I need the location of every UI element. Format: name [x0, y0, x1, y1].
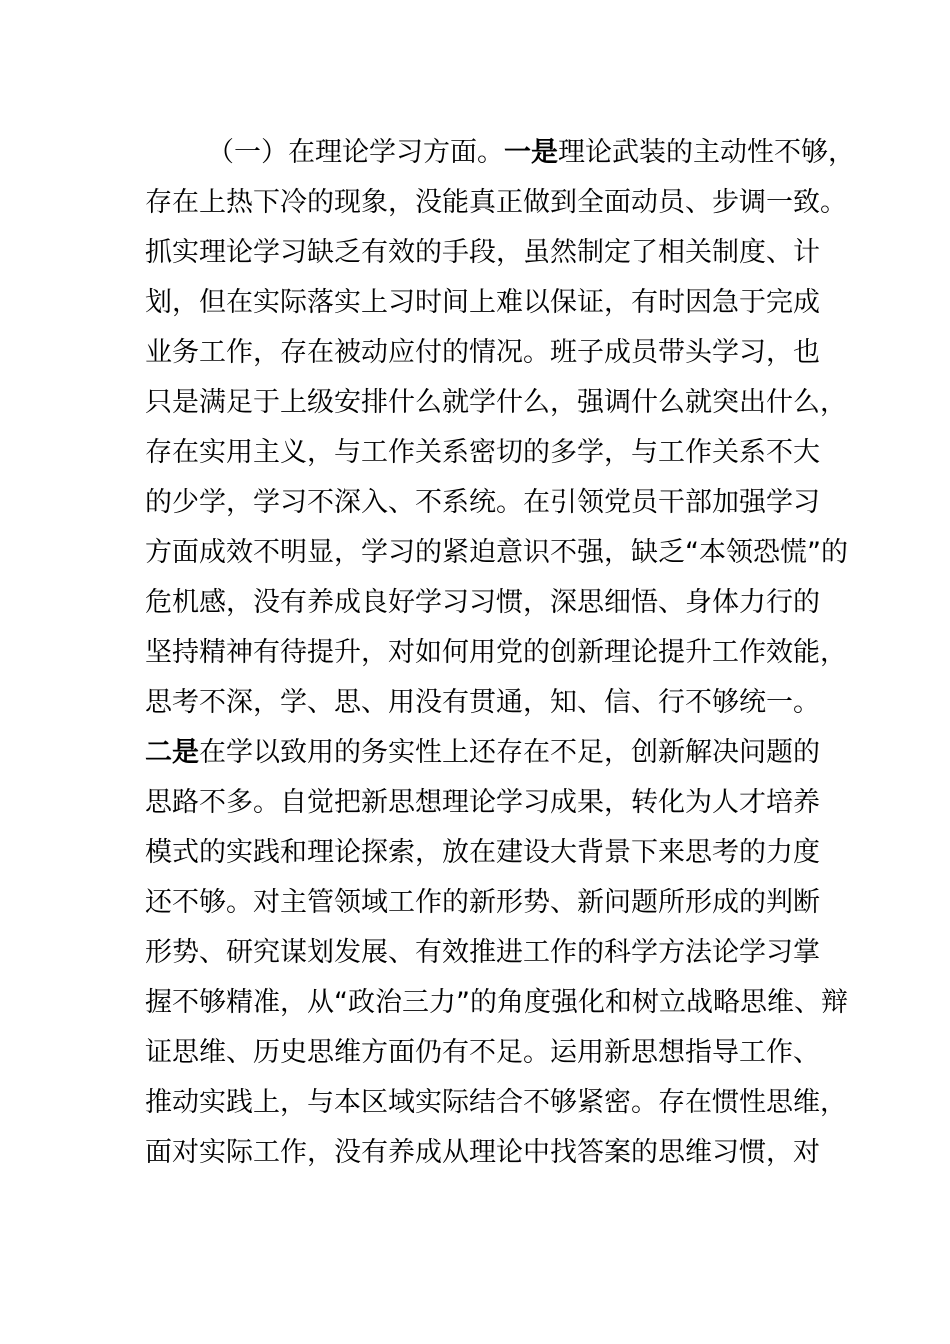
- text-segment: 抓实理论学习缺乏有效的手段，虽然制定了相关制度、计: [145, 237, 820, 268]
- text-line: [145, 878, 820, 928]
- text-line: [145, 178, 847, 228]
- text-segment: 推动实践上，与本区域实际结合不够紧密。存在惯性思维，: [145, 1087, 847, 1118]
- bold-lead-label: 一是: [504, 137, 558, 168]
- text-line: [145, 478, 820, 528]
- text-line: [145, 578, 820, 628]
- text-segment: 形势、研究谋划发展、有效推进工作的科学方法论学习掌: [145, 937, 820, 968]
- text-segment: 思路不多。自觉把新思想理论学习成果，转化为人才培养: [145, 787, 820, 818]
- text-segment: 证思维、历史思维方面仍有不足。运用新思想指导工作、: [145, 1037, 820, 1068]
- text-segment: 握不够精准，从“政治三力”的角度强化和树立战略思维、辩: [145, 987, 848, 1018]
- text-line: [145, 128, 855, 178]
- body-paragraph: [145, 128, 855, 1178]
- text-line: [145, 728, 820, 778]
- text-line: [145, 278, 820, 328]
- text-line: [145, 778, 820, 828]
- text-segment: 划，但在实际落实上习时间上难以保证，有时因急于完成: [145, 287, 820, 318]
- text-segment: 的少学，学习不深入、不系统。在引领党员干部加强学习: [145, 487, 820, 518]
- text-line: [145, 978, 848, 1028]
- text-segment: 思考不深，学、思、用没有贯通，知、信、行不够统一。: [145, 687, 820, 718]
- text-line: [145, 628, 847, 678]
- text-segment: （一）在理论学习方面。: [207, 137, 504, 168]
- text-segment: 在学以致用的务实性上还存在不足，创新解决问题的: [199, 737, 820, 768]
- text-segment: 面对实际工作，没有养成从理论中找答案的思维习惯，对: [145, 1137, 820, 1168]
- text-line: [145, 928, 820, 978]
- text-line: [145, 1078, 847, 1128]
- text-line: [145, 228, 820, 278]
- text-segment: 模式的实践和理论探索，放在建设大背景下来思考的力度: [145, 837, 820, 868]
- text-segment: 坚持精神有待提升，对如何用党的创新理论提升工作效能，: [145, 637, 847, 668]
- text-segment: 存在实用主义，与工作关系密切的多学，与工作关系不大: [145, 437, 820, 468]
- text-segment: 只是满足于上级安排什么就学什么，强调什么就突出什么，: [145, 387, 847, 418]
- text-line: [145, 1128, 820, 1178]
- text-segment: 危机感，没有养成良好学习习惯，深思细悟、身体力行的: [145, 587, 820, 618]
- text-line: [145, 528, 848, 578]
- text-line: [145, 328, 820, 378]
- text-line: [145, 828, 820, 878]
- text-segment: 存在上热下冷的现象，没能真正做到全面动员、步调一致。: [145, 187, 847, 218]
- bold-lead-label: 二是: [145, 737, 199, 768]
- text-line: [145, 378, 847, 428]
- text-segment: 业务工作，存在被动应付的情况。班子成员带头学习，也: [145, 337, 820, 368]
- text-line: [145, 678, 820, 728]
- text-segment: 方面成效不明显，学习的紧迫意识不强，缺乏“本领恐慌”的: [145, 537, 848, 568]
- text-segment: 还不够。对主管领域工作的新形势、新问题所形成的判断: [145, 887, 820, 918]
- text-line: [145, 428, 820, 478]
- text-segment: 理论武装的主动性不够，: [558, 137, 855, 168]
- text-line: [145, 1028, 820, 1078]
